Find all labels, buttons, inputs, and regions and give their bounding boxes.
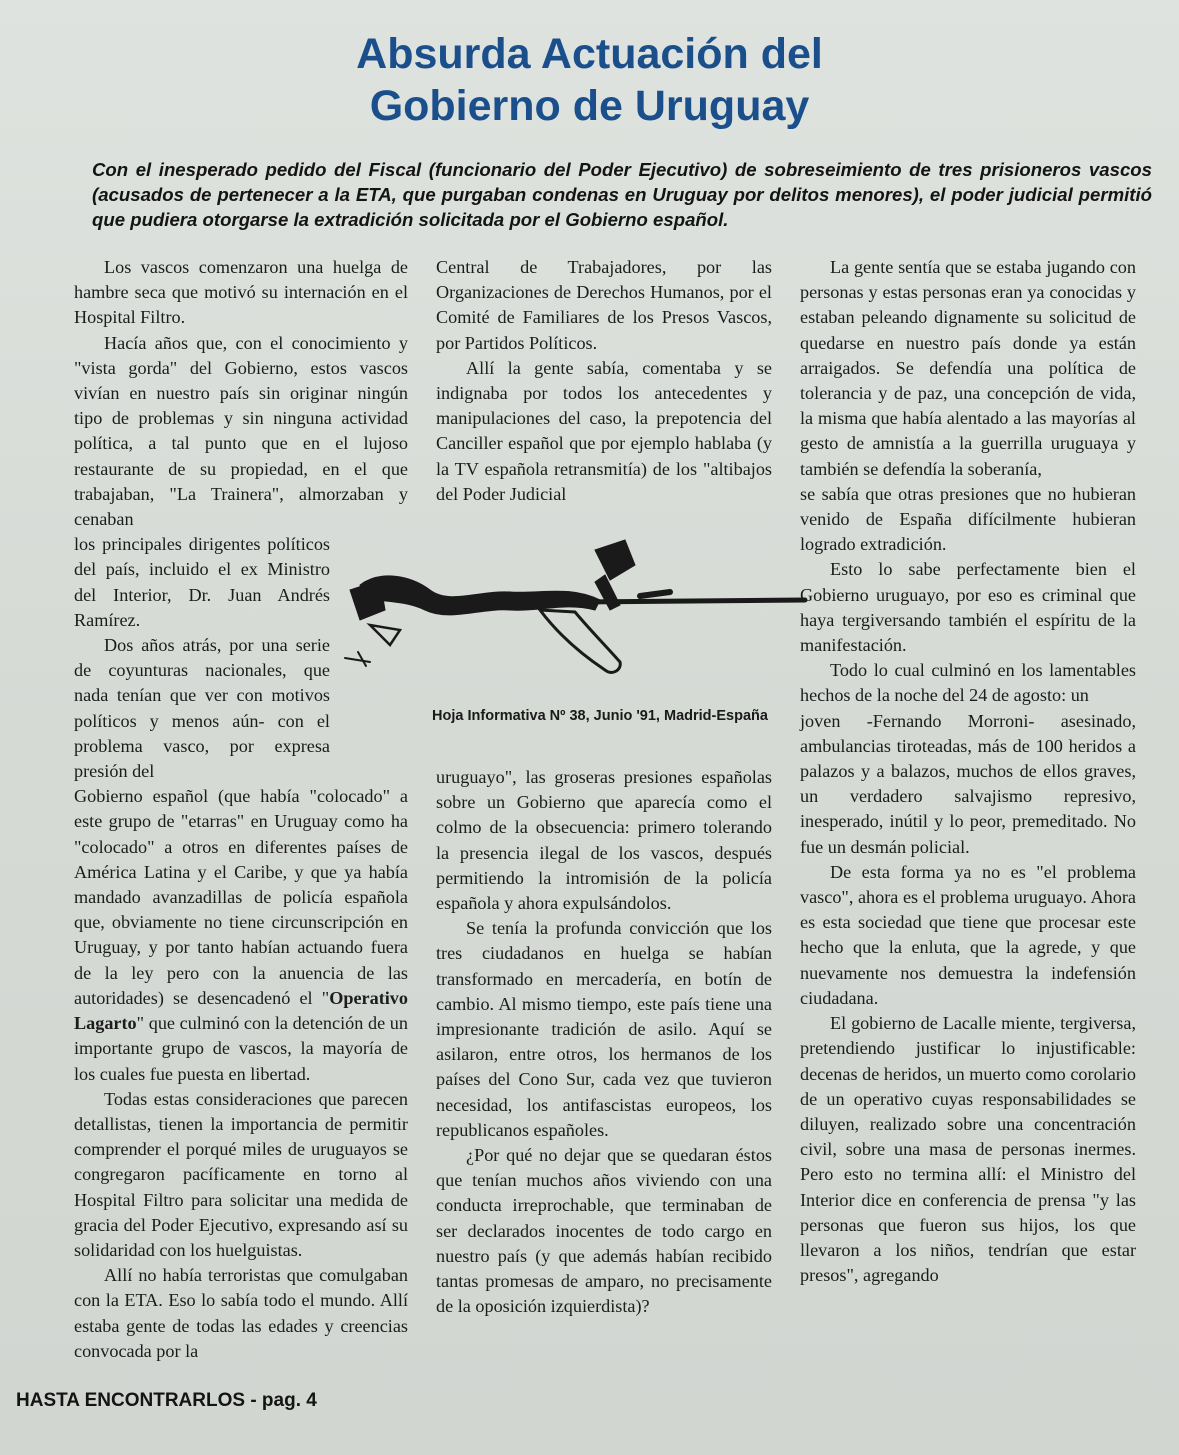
paragraph: Dos años atrás, por una serie de coyunturas nacionales, que nada tenían que ver con motivos políticos y menos aún- con el problema vasco, por expresa presión del xyxy=(74,635,330,782)
column-right xyxy=(800,255,1136,1288)
column-left xyxy=(74,255,408,1364)
paragraph xyxy=(74,784,408,1086)
paragraph: joven -Fernando Morroni- asesinado, ambulancias tiroteadas, más de 100 heridos a palazos y a balazos, muchos de ellos graves, un verdadero salvajismo represivo, inesperado, inútil y lo peor, premeditado. No fue un desmán policial. xyxy=(800,710,1136,857)
paragraph: Central de Trabajadores, por las Organizaciones de Derechos Humanos, por el Comité de Familiares de los Presos Vascos, por Partidos Políticos. xyxy=(436,257,772,353)
bold-term: Operativo Lagarto xyxy=(74,987,408,1034)
paragraph: los principales dirigentes políticos del país, incluido el ex Ministro del Interior, Dr. Juan Andrés Ramírez. xyxy=(74,534,330,630)
title-line-1: Absurda Actuación del xyxy=(356,30,823,78)
page-footer: HASTA ENCONTRARLOS - pag. 4 xyxy=(16,1390,317,1411)
paragraph: uruguayo", las groseras presiones españolas sobre un Gobierno que aparecía como el colmo de la obsecuencia: primero tolerando la presencia ilegal de los vascos, después permitiendo la intromisión de la policía española y ahora expulsándolos. xyxy=(436,767,772,914)
paragraph: se sabía que otras presiones que no hubieran venido de España difícilmente hubieran logrado extradición. xyxy=(800,483,1136,555)
article-title xyxy=(0,28,1179,132)
paragraph: Esto lo sabe perfectamente bien el Gobierno uruguayo, por eso es criminal que haya tergiversando también el espíritu de la manifestación. xyxy=(800,559,1136,656)
paragraph: El gobierno de Lacalle miente, tergiversa, pretendiendo justificar lo injustificable: decenas de heridos, un muerto como corolario de un operativo cuyas responsabilidades se diluyen, realizado sobre una concentración civil, sobre una masa de personas inermes. Pero esto no termina allí: el Ministro del Interior dice en conferencia de prensa "y las personas que fueron sus hijos, los que llevaron a los niños, tendrían que estar presos", agregando xyxy=(800,1013,1136,1286)
article-lede: Con el inesperado pedido del Fiscal (funcionario del Poder Ejecutivo) de sobreseimiento de tres prisioneros vascos (acusados de pertenecer a la ETA, que purgaban condenas en Uruguay por delitos menores), el poder judicial permitió que pudiera otorgarse la extradición solicitada por el Gobierno español. xyxy=(92,159,1152,230)
paragraph: Los vascos comenzaron una huelga de hambre seca que motivó su internación en el Hospital Filtro. xyxy=(74,257,408,328)
title-line-2: Gobierno de Uruguay xyxy=(369,82,810,130)
column-middle-top xyxy=(436,255,772,507)
paragraph: La gente sentía que se estaba jugando con personas y estas personas eran ya conocidas y estaban peleando dignamente su solicitud de quedarse en nuestro país donde ya están arraigados. Se defendía una política de tolerancia y de paz, una concepción de vida, la misma que había alentado a las mayorías al gesto de amnistía a la guerrilla uruguaya y también se defendía la soberanía, xyxy=(800,257,1136,479)
paragraph: De esta forma ya no es "el problema vasco", ahora es el problema uruguayo. Ahora es esta sociedad que tiene que procesar este hecho que la enluta, que la agrede, y que nuevamente nos demuestra la indefensión ciudadana. xyxy=(800,861,1136,1008)
rifle-figure-illustration xyxy=(340,530,820,700)
text-run: Gobierno español (que había "colocado" a este grupo de "etarras" en Uruguay como ha "colocado" a otros en diferentes países de América Latina y el Caribe, y que ya había mandado avanzadillas de policía española que, obviamente no tiene circunscripción en Uruguay, y por tanto habían actuando fuera de la ley pero con la anuencia de las autoridades) se desencadenó el " xyxy=(74,786,408,1008)
paragraph: Todo lo cual culminó en los lamentables hechos de la noche del 24 de agosto: un xyxy=(800,660,1136,706)
paragraph: ¿Por qué no dejar que se quedaran éstos que tenían muchos años viviendo con una conducta irreprochable, que terminaban de ser declarados inocentes de todo cargo en nuestro país (y que además habían recibido tantas promesas de amparo, no precisamente de la oposición izquierdista)? xyxy=(436,1145,772,1317)
paragraph: Allí no había terroristas que comulgaban con la ETA. Eso lo sabía todo el mundo. Allí estaba gente de todas las edades y creencias convocada por la xyxy=(74,1265,408,1361)
illustration-caption: Hoja Informativa Nº 38, Junio '91, Madrid-España xyxy=(432,708,768,724)
text-run: " que culminó con la detención de un importante grupo de vascos, la mayoría de los cuales fue puesta en libertad. xyxy=(74,1013,408,1084)
paragraph: Allí la gente sabía, comentaba y se indignaba por todos los antecedentes y manipulaciones del caso, la prepotencia del Canciller español que por ejemplo hablaba (y la TV española retransmitía) de los "altibajos del Poder Judicial xyxy=(436,357,772,504)
paragraph: Hacía años que, con el conocimiento y "vista gorda" del Gobierno, estos vascos vivían en nuestro país sin originar ningún tipo de problemas y sin ninguna actividad política, a tal punto que en el lujoso restaurante de su propiedad, en el que trabajaban, "La Trainera", almorzaban y cenaban xyxy=(74,332,408,530)
paragraph: Se tenía la profunda convicción que los tres ciudadanos en huelga se habían transformado en mercadería, en botín de cambio. Al mismo tiempo, este país tiene una impresionante tradición de asilo. Aquí se asilaron, entre otros, los hermanos de los países del Cono Sur, cada vez que tuvieron necesidad, los antifascistas europeos, los republicanos españoles. xyxy=(436,918,772,1140)
paragraph: Todas estas consideraciones que parecen detallistas, tienen la importancia de permitir comprender el porqué miles de uruguayos se congregaron pacíficamente en torno al Hospital Filtro para solicitar una medida de gracia del Poder Ejecutivo, expresando así su solidaridad con los huelguistas. xyxy=(74,1088,408,1260)
column-middle-bottom xyxy=(436,765,772,1319)
